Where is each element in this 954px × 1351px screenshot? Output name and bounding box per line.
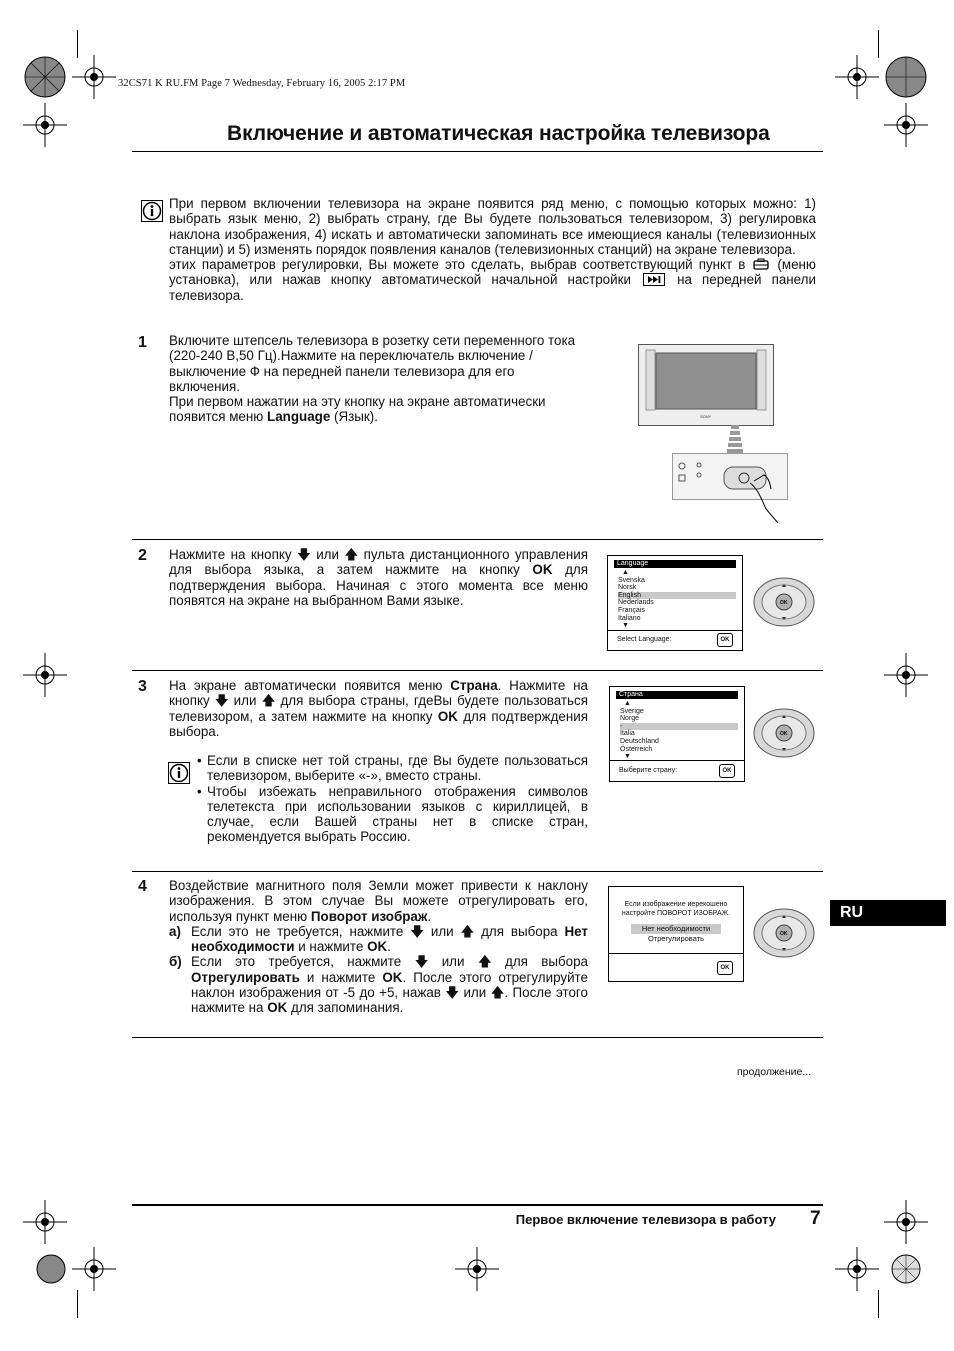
ok-icon: OK [717, 961, 733, 975]
list-item: Français [618, 606, 645, 614]
list-item: Sverige [620, 707, 644, 715]
arrow-up-icon: 🡅 [261, 693, 276, 709]
country-menu-screen [609, 686, 745, 782]
crosshair-mark-icon [884, 103, 928, 147]
arrow-up-icon: 🡅 [490, 985, 505, 1001]
arrow-down-icon: 🡇 [410, 923, 424, 939]
list-item: Svenska [618, 576, 645, 584]
option-adjust: Отрегулировать [647, 934, 705, 943]
file-header: 32CS71 K RU.FM Page 7 Wednesday, February 16, 2005 2:17 PM [118, 78, 406, 89]
country-menu-list [610, 700, 744, 761]
section-rule [132, 871, 823, 872]
crosshair-mark-icon [23, 1200, 67, 1244]
note-item: • Если в списке нет той страны, где Вы будете пользоваться телевизором, выберите «-», вместо страны. [197, 753, 588, 784]
crosshair-mark-icon [455, 1247, 499, 1291]
list-item-selected: English [618, 592, 736, 600]
crop-line [77, 1290, 78, 1318]
arrow-down-icon: 🡇 [414, 954, 429, 970]
option-no-need-selected: Нет необходимости [631, 924, 721, 934]
step-1-text: Включите штепсель телевизора в розетку сети переменного тока (220-240 В,50 Гц).Нажмите на переключатель включение /выключение Ф на передней панели телевизора для его включения. При первом нажатии на эту кнопку на экране автоматически появится меню Language (Язык). [169, 333, 576, 425]
step-1-number: 1 [138, 334, 147, 351]
crop-line [878, 30, 879, 58]
country-menu-header: Страна [616, 691, 738, 699]
note-item: • Чтобы избежать неправильного отображения символов телетекста при использовании языков с кириллицей, в случае, если Вашей страны нет в списке стран, рекомендуется выбрать Россию. [197, 784, 588, 845]
country-menu-footer: Выберите страну: [610, 760, 744, 781]
registration-mark-icon [884, 55, 928, 99]
toolbox-icon [753, 258, 769, 270]
language-menu-list [608, 569, 742, 630]
remote-control-icon [753, 577, 815, 627]
remote-control-icon [753, 708, 815, 758]
arrow-up-icon: 🡅 [344, 547, 359, 562]
crosshair-mark-icon [72, 1247, 116, 1291]
ok-icon: OK [719, 764, 735, 778]
rotation-message-line: настройте ПОВОРОТ ИЗОБРАЖ. [621, 910, 731, 917]
list-item-selected: - [620, 723, 738, 731]
crosshair-mark-icon [884, 653, 928, 697]
remote-control-icon [753, 908, 815, 958]
list-item: Italia [620, 730, 635, 738]
list-item: Deutschland [620, 737, 659, 745]
list-item: Österreich [620, 745, 653, 753]
step-3-notes [197, 753, 588, 845]
tv-logo: SONY [700, 414, 712, 419]
power-button-panel-illustration [672, 453, 788, 527]
picture-rotation-screen [608, 886, 744, 982]
language-menu-header: Language [614, 560, 736, 568]
ok-icon: OK [717, 633, 733, 647]
step-4-option-a: а) Если это не требуется, нажмите 🡇 или 🡅 для выбора Нет необходимости и нажмите OK. [169, 923, 588, 955]
intro-text [169, 196, 816, 303]
svg-text:OK: OK [780, 731, 788, 737]
arrow-down-icon: 🡇 [296, 547, 311, 562]
section-rule [132, 670, 823, 671]
info-icon [141, 200, 163, 222]
list-item: Italiano [618, 614, 641, 622]
crosshair-mark-icon [835, 55, 879, 99]
crop-line [878, 1290, 879, 1318]
continued-label: продолжение... [737, 1066, 812, 1078]
intro-paragraph-1: При первом включении телевизора на экране появится ряд меню, с помощью которых можно: 1) выбрать язык меню, 2) выбрать страну, где Вы будете пользоваться телевизором, 3) регулировка наклона изображения, 4) искать и автоматически запоминать все имеющиеся каналы (телевизионных станции) и 5) изменять порядок появления каналов (телевизионных станций) на экране телевизора. [169, 196, 816, 257]
arrow-up-icon: 🡅 [460, 923, 475, 939]
language-tab: RU [830, 900, 946, 926]
rotation-message-line: Если изображение иерекошено [624, 901, 728, 908]
language-menu-footer: Select Language: [608, 630, 742, 650]
crosshair-mark-icon [72, 55, 116, 99]
footer-section-title: Первое включение телевизора в работу [515, 1212, 776, 1227]
intro-paragraph-2: этих параметров регулировки, Вы можете это сделать, выбрав соответствующий пункт в (меню установка), или нажав кнопку автоматической начальной настройки на передней панели телевизора. [169, 257, 816, 303]
footer-rule [132, 1204, 823, 1206]
page-title: Включение и автоматическая настройка телевизора [227, 122, 770, 145]
title-rule [132, 151, 823, 152]
arrow-down-icon: 🡇 [214, 693, 229, 709]
info-icon [168, 762, 190, 784]
section-rule [132, 539, 823, 540]
step-2-number: 2 [138, 547, 147, 564]
step-3-text: На экране автоматически появится меню Страна. Нажмите на кнопку 🡇 или 🡅 для выбора страны, гдеВы будете пользоваться телевизором, а затем нажмите на кнопку OK для подтверждения выбора. [169, 678, 588, 739]
list-item: Norge [620, 715, 640, 723]
language-menu-screen [607, 555, 743, 651]
arrow-down-icon: ▼ [624, 753, 631, 761]
crosshair-mark-icon [884, 1200, 928, 1244]
arrow-down-icon: ▼ [622, 622, 629, 630]
arrow-down-icon: 🡇 [445, 985, 460, 1001]
list-item: Norsk [618, 584, 637, 592]
svg-text:OK: OK [780, 600, 788, 606]
page-number: 7 [810, 1208, 821, 1229]
step-3-number: 3 [138, 678, 147, 695]
arrow-up-icon: ▲ [624, 700, 631, 707]
svg-text:OK: OK [780, 931, 788, 937]
tv-front-illustration [638, 344, 774, 426]
step-4-number: 4 [138, 878, 147, 895]
registration-mark-icon [884, 1247, 928, 1291]
crop-line [77, 30, 78, 58]
step-4-text: Воздействие магнитного поля Земли может привести к наклону изображения. В этом случае Вы можете отрегулировать его, используя пункт меню Поворот изображ. а) Если это не требуется, нажмите 🡇 или 🡅 для выбора Нет необходимости и нажмите OK. б) Если это требуется, нажмите 🡇 или 🡅 для выбора Отрегулировать и нажмите OK. После этого отрегулируйте наклон изображения от -5 до +5, нажав 🡇 или 🡅. После этого нажмите на OK для запоминания. [169, 878, 588, 1016]
arrow-up-icon: ▲ [622, 569, 629, 576]
section-rule [132, 1037, 823, 1038]
step-4-option-b: б) Если это требуется, нажмите 🡇 или 🡅 для выбора Отрегулировать и нажмите OK. После этого отрегулируйте наклон изображения от -5 до +5, нажав 🡇 или 🡅. После этого нажмите на OK для запоминания. [169, 954, 588, 1016]
list-item: Nederlands [618, 599, 654, 607]
registration-mark-icon [29, 1247, 73, 1291]
step-2-text: Нажмите на кнопку 🡇 или 🡅 пульта дистанционного управления для выбора языка, а затем нажмите на кнопку OK для подтверждения выбора. Начиная с этого момента все меню появятся на экране на выбранном Вами языке. [169, 547, 588, 608]
registration-mark-icon [23, 55, 67, 99]
crosshair-mark-icon [23, 103, 67, 147]
arrow-up-icon: 🡅 [477, 954, 492, 970]
crosshair-mark-icon [23, 653, 67, 697]
auto-setup-button-icon [643, 273, 665, 286]
crosshair-mark-icon [835, 1247, 879, 1291]
